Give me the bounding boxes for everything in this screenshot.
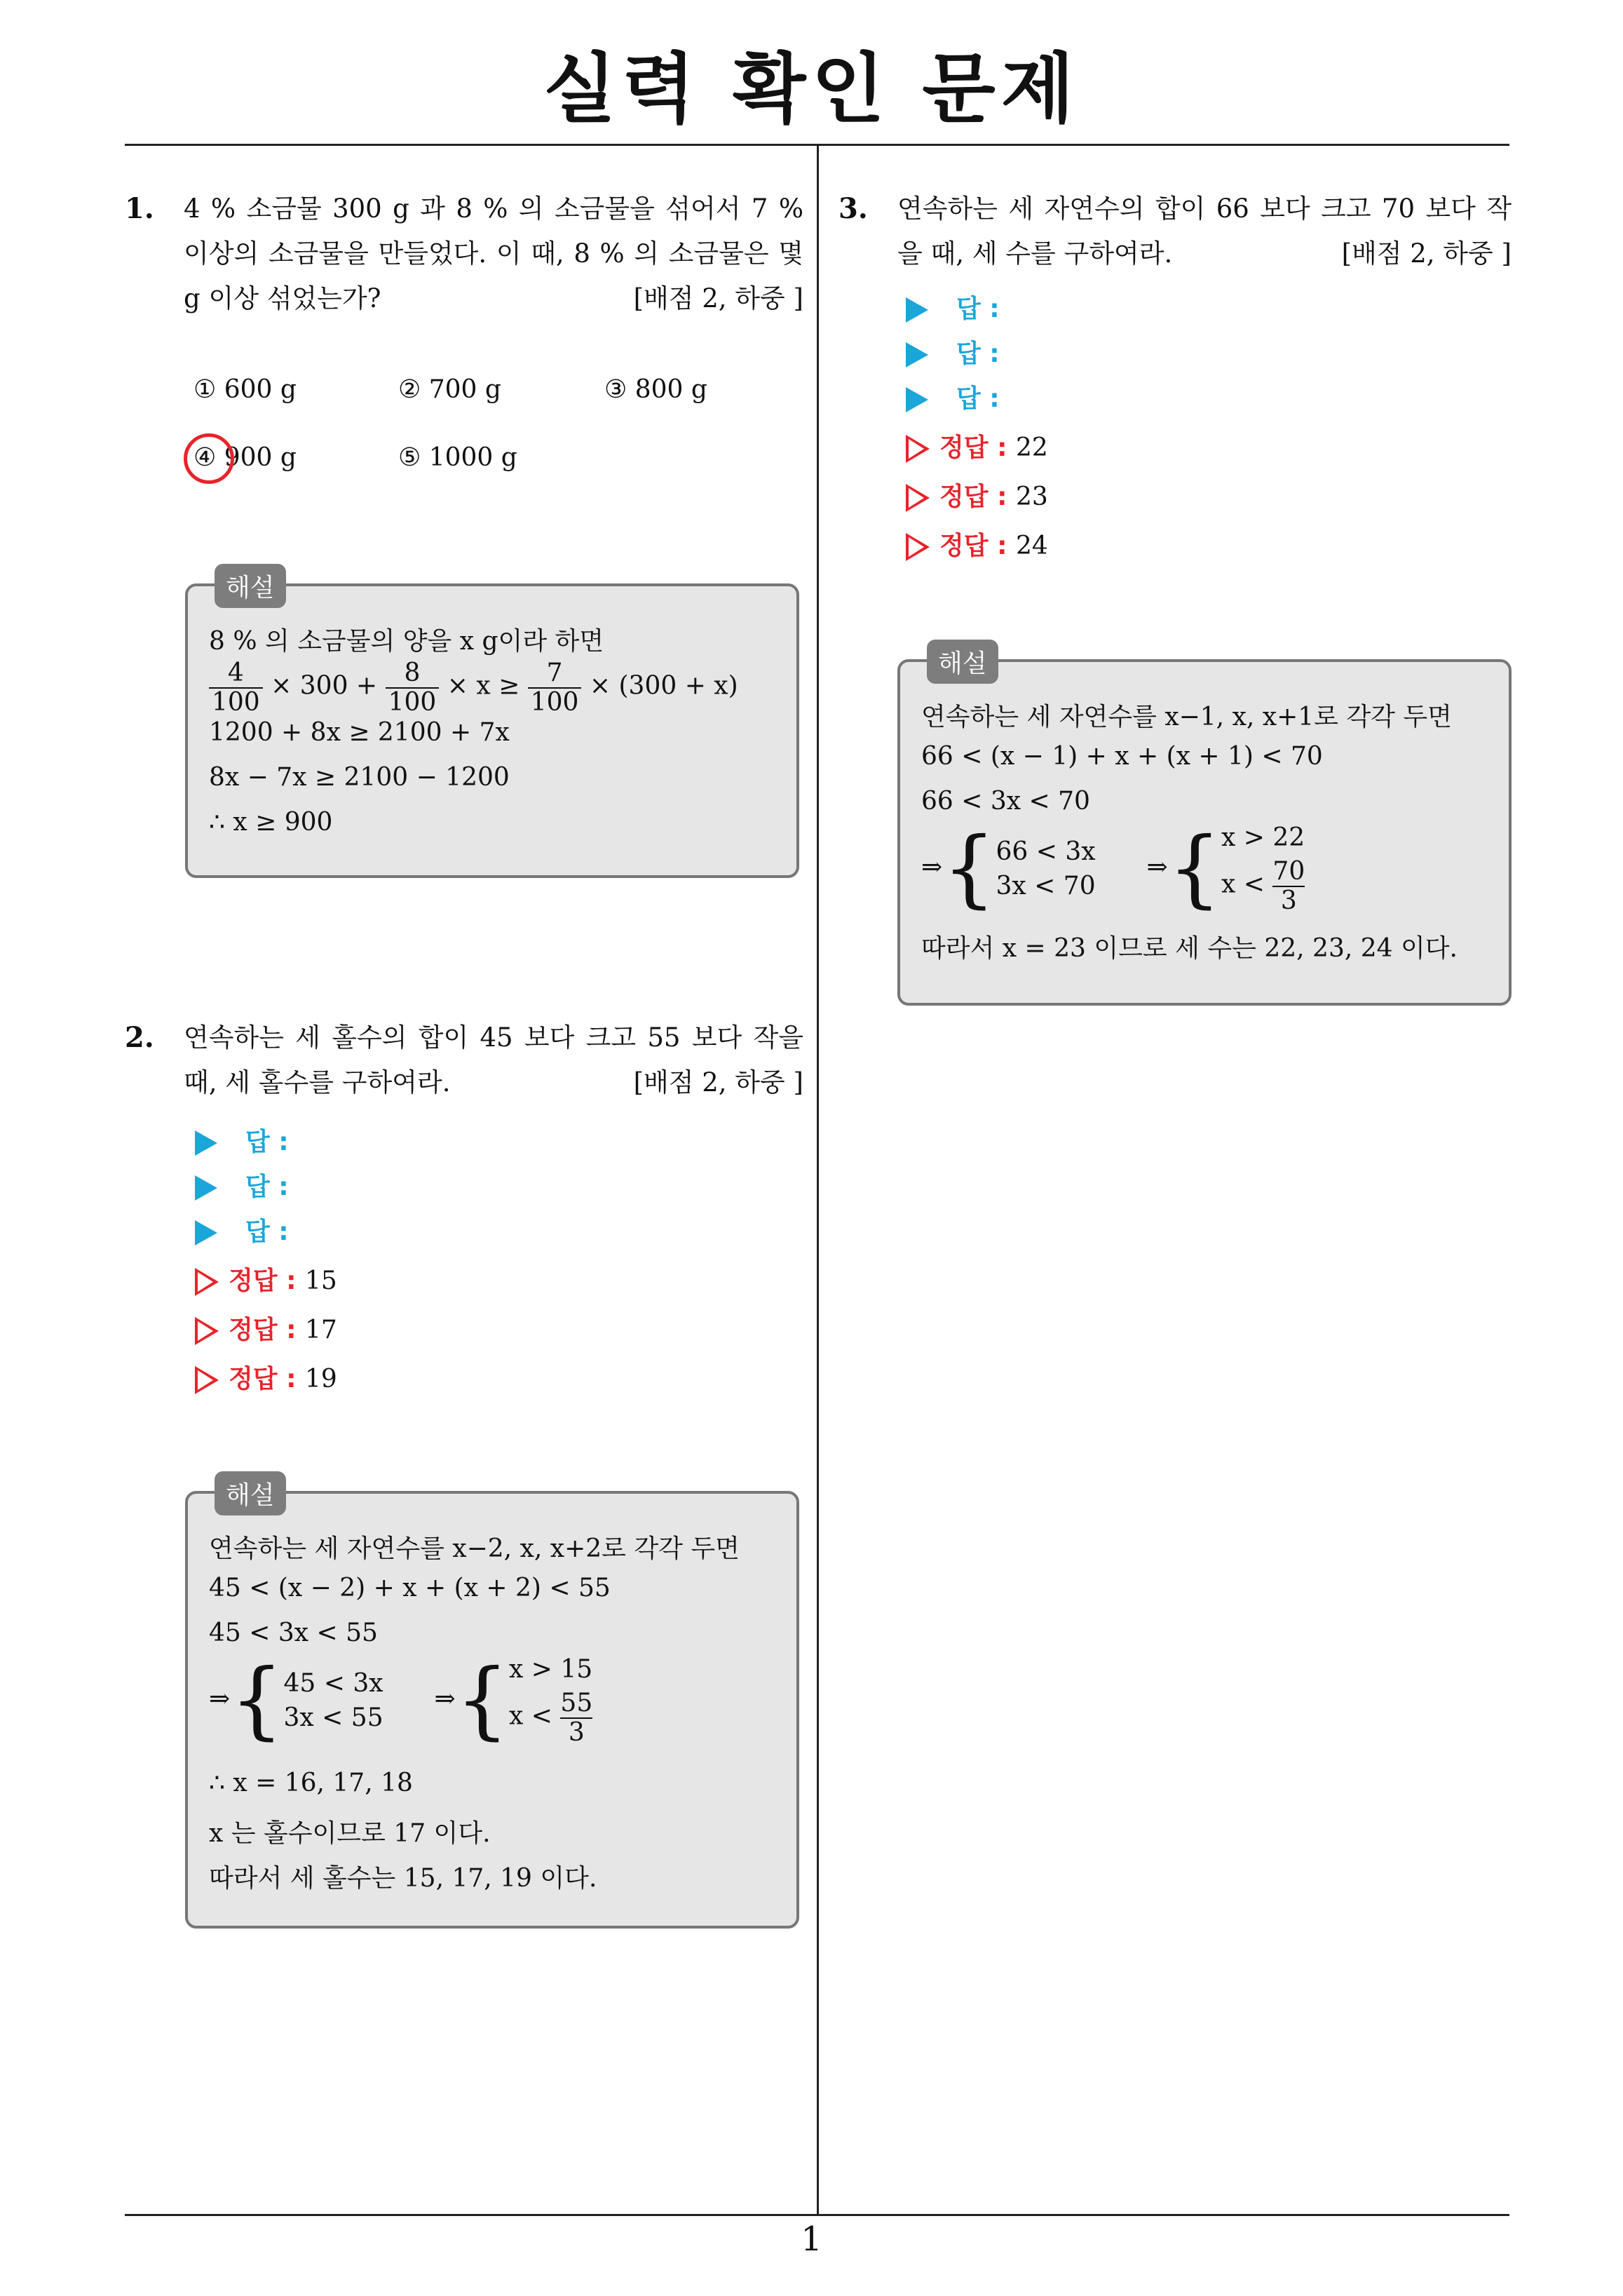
solution-line: 8 % 의 소금물의 양을 x g이라 하면 — [209, 627, 604, 656]
solution-line: 따라서 세 홀수는 15, 17, 19 이다. — [209, 1864, 597, 1893]
outline-triangle-icon — [195, 1366, 219, 1394]
outline-triangle-icon — [195, 1317, 219, 1345]
column-divider — [817, 145, 819, 2214]
problem-meta: [배점 2, 하중 ] — [633, 1067, 803, 1098]
solution-line: ∴ x ≥ 900 — [209, 808, 333, 837]
play-triangle-icon — [906, 387, 928, 412]
problem-meta: [배점 2, 하중 ] — [1341, 238, 1512, 269]
solution-box-3 — [897, 659, 1512, 1006]
answer-row: 답 : — [906, 334, 1000, 370]
solution-tab-3: 해설 — [927, 640, 998, 684]
page-number: 1 — [801, 2220, 822, 2259]
play-triangle-icon — [195, 1130, 217, 1156]
solution-line: 1200 + 8x ≥ 2100 + 7x — [209, 718, 510, 747]
solution-line: x 는 홀수이므로 17 이다. — [209, 1819, 491, 1848]
problem-question: 연속하는 세 자연수의 합이 66 보다 크고 70 보다 작을 때, 세 수를 구하여라. [배점 2, 하중 ] — [897, 187, 1512, 276]
problem-question: 4 % 소금물 300 g 과 8 % 의 소금물을 섞어서 7 % 이상의 소금물을 만들었다. 이 때, 8 % 의 소금물은 몇 g 이상 섞었는가? [배점 2, 하중 ] — [184, 187, 803, 321]
selected-answer-circle-icon — [184, 433, 234, 484]
correct-answer-row: 정답 : 22 — [906, 428, 1048, 464]
page-title: 실력 확인 문제 — [543, 46, 1080, 133]
choice-1[interactable]: ① 600 g — [193, 375, 297, 404]
solution-tab-2: 해설 — [215, 1471, 286, 1515]
solution-box-1 — [185, 583, 799, 878]
outline-triangle-icon — [195, 1268, 219, 1296]
problem-1 — [125, 187, 803, 321]
problem-number: 1. — [125, 192, 154, 225]
solution-line: 66 < 3x < 70 — [921, 787, 1090, 816]
choice-5[interactable]: ⑤ 1000 g — [398, 443, 517, 472]
outline-triangle-icon — [906, 533, 930, 561]
solution-line: 66 < (x − 1) + x + (x + 1) < 70 — [921, 742, 1323, 771]
solution-line: 연속하는 세 자연수를 x−1, x, x+1로 각각 두면 — [921, 703, 1452, 731]
solution-line: 따라서 x = 23 이므로 세 수는 22, 23, 24 이다. — [921, 934, 1458, 963]
solution-tab-1: 해설 — [215, 564, 286, 608]
outline-triangle-icon — [906, 435, 930, 463]
solution-line: ∴ x = 16, 17, 18 — [209, 1769, 413, 1797]
problem-2 — [125, 1015, 803, 1105]
correct-answer-row: 정답 : 15 — [195, 1261, 337, 1297]
choice-3[interactable]: ③ 800 g — [604, 375, 707, 404]
problem-number: 3. — [838, 192, 868, 225]
solution-system: ⇒{ 66 < 3x 3x < 70 ⇒{ x > 22 x < $\frac{70}{3}$ — [921, 820, 1305, 918]
problem-number: 2. — [125, 1021, 154, 1054]
solution-line: 8x − 7x ≥ 2100 − 1200 — [209, 763, 510, 792]
problem-meta: [배점 2, 하중 ] — [633, 283, 803, 313]
correct-answer-row: 정답 : 23 — [906, 477, 1048, 513]
solution-system: ⇒{ 45 < 3x 3x < 55 ⇒{ x > 15 x < $\frac{55}{3}$ — [209, 1652, 593, 1750]
answer-row: 답 : — [906, 289, 1000, 325]
correct-answer-row: 정답 : 24 — [906, 526, 1048, 562]
answer-row: 답 : — [195, 1167, 289, 1203]
play-triangle-icon — [906, 342, 928, 367]
solution-line: $\frac{4}{100}$ × 300 + $\frac{8}{100}$ × x ≥ $\frac{7}{100}$ × (300 + x) — [209, 659, 738, 716]
problem-question: 연속하는 세 홀수의 합이 45 보다 크고 55 보다 작을 때, 세 홀수를 구하여라. [배점 2, 하중 ] — [184, 1015, 803, 1105]
outline-triangle-icon — [906, 484, 930, 512]
correct-answer-row: 정답 : 19 — [195, 1359, 337, 1395]
answer-row: 답 : — [906, 379, 1000, 414]
play-triangle-icon — [195, 1175, 217, 1201]
solution-line: 45 < (x − 2) + x + (x + 2) < 55 — [209, 1574, 611, 1602]
correct-answer-row: 정답 : 17 — [195, 1310, 337, 1346]
play-triangle-icon — [195, 1220, 217, 1245]
solution-line: 45 < 3x < 55 — [209, 1619, 378, 1647]
answer-row: 답 : — [195, 1212, 289, 1248]
answer-row: 답 : — [195, 1122, 289, 1158]
solution-line: 연속하는 세 자연수를 x−2, x, x+2로 각각 두면 — [209, 1534, 740, 1563]
footer-rule — [125, 2214, 1509, 2216]
solution-box-2 — [185, 1491, 799, 1929]
choice-4[interactable]: ④ 900 g — [193, 443, 297, 472]
play-triangle-icon — [906, 297, 928, 323]
choice-2[interactable]: ② 700 g — [398, 375, 501, 404]
problem-3 — [838, 187, 1512, 276]
